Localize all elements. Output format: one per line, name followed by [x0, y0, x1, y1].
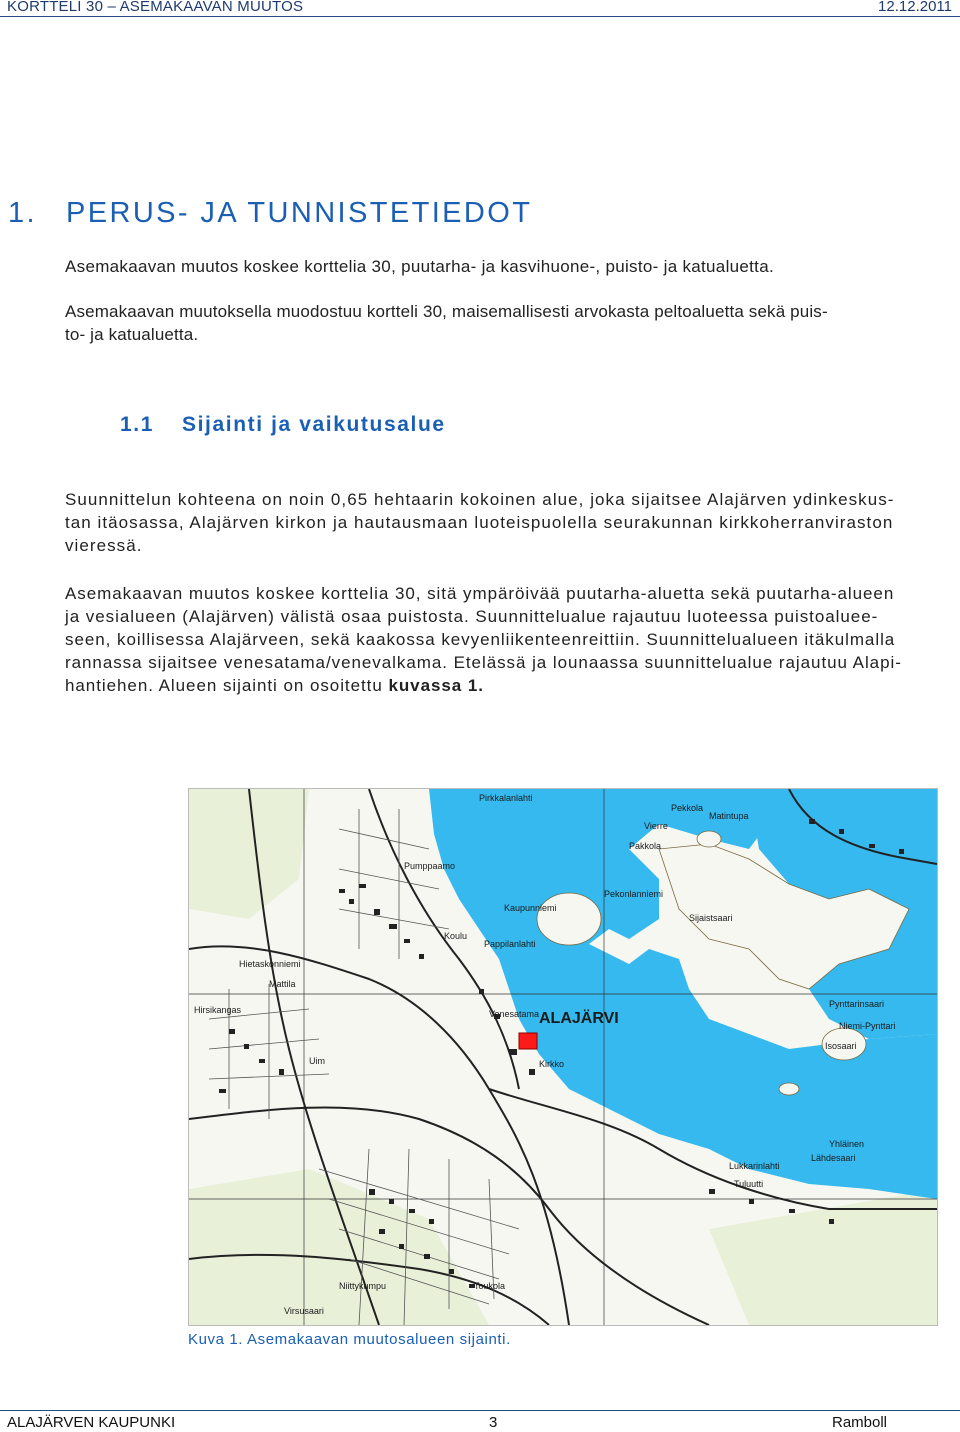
footer-organization: ALAJÄRVEN KAUPUNKI [7, 1414, 176, 1431]
map-label: Pekkola [671, 803, 704, 813]
map-island [779, 1083, 799, 1095]
footer-rule [0, 1410, 960, 1411]
map-canvas [189, 789, 937, 1325]
page-header [0, 0, 960, 16]
map-label: Pekonlanniemi [604, 889, 664, 899]
map-label: Tuluutti [734, 1179, 764, 1189]
text-line: Suunnittelun kohteena on noin 0,65 hehtaarin kokoinen alue, joka sijaitsee Alajärven ydinkeskus- [65, 490, 895, 509]
map-label: Pappilanlahti [484, 939, 536, 949]
text-line: ja vesialueen (Alajärven) välistä osaa puistosta. Suunnittelualue rajautuu luoteessa puistoaluee- [65, 607, 879, 626]
map-label: Niemi-Pynttari [839, 1021, 896, 1031]
map-label: Virsusaari [284, 1306, 324, 1316]
map-label: Yhläinen [829, 1139, 865, 1149]
map-label: Pynttarinsaari [829, 999, 885, 1009]
map-label: Pirkkalanlahti [479, 793, 533, 803]
map-label: Niittykumpu [339, 1281, 387, 1291]
body-paragraph-1 [65, 488, 945, 557]
map-label: Kaupunniemi [504, 903, 557, 913]
location-map [188, 788, 938, 1326]
figure-reference: kuvassa 1. [388, 676, 484, 695]
text-line: tan itäosassa, Alajärven kirkon ja hautausmaan luoteispuolella seurakunnan kirkkoherranviraston [65, 513, 894, 532]
section-heading-1 [8, 197, 532, 230]
header-title: KORTTELI 30 – ASEMAKAAVAN MUUTOS [7, 0, 304, 15]
map-label: Lähdesaari [811, 1153, 856, 1163]
footer-company: Ramboll [832, 1414, 888, 1431]
text-line: seen, koillisessa Alajärveen, sekä kaakossa kevyenliikenteenreittiin. Suunnittelualueen itäkulmalla [65, 630, 896, 649]
text-line [65, 674, 945, 697]
intro-paragraph-1 [65, 255, 945, 278]
intro-paragraph-2 [65, 300, 945, 346]
map-label: Venesatama [489, 1009, 540, 1019]
header-rule [0, 16, 960, 17]
page-number: 3 [489, 1414, 498, 1431]
map-label: Sijaistsaari [689, 913, 733, 923]
plan-area-marker [519, 1033, 537, 1049]
map-label: Koulu [444, 931, 468, 941]
map-label: Pumppaamo [404, 861, 456, 871]
body-paragraph-2 [65, 582, 945, 697]
section-heading-1-1 [120, 413, 446, 437]
page-footer [0, 1410, 960, 1432]
text-line: to- ja katualuetta. [65, 325, 199, 344]
map-island [537, 893, 601, 945]
text-line: rannassa sijaitsee venesatama/venevalkama. Etelässä ja lounaassa suunnittelualue rajautuu Alapi- [65, 653, 902, 672]
map-label: Vierre [644, 821, 668, 831]
map-label: Uim [309, 1056, 325, 1066]
section-title: PERUS- JA TUNNISTETIEDOT [66, 197, 533, 229]
text-line: vieressä. [65, 536, 143, 555]
subsection-title: Sijainti ja vaikutusalue [182, 413, 446, 436]
text-line: Asemakaavan muutoksella muodostuu kortteli 30, maisemallisesti arvokasta peltoaluetta sekä puis- [65, 302, 828, 321]
header-date: 12.12.2011 [878, 0, 952, 15]
map-label-town: ALAJÄRVI [539, 1010, 619, 1027]
map-label: Lukkarinlahti [729, 1161, 780, 1171]
figure-caption: Kuva 1. Asemakaavan muutosalueen sijainti. [188, 1331, 511, 1348]
subsection-number: 1.1 [120, 413, 154, 436]
map-label: Kirkko [539, 1059, 565, 1069]
map-label: Matintupa [709, 811, 749, 821]
text-line: Asemakaavan muutos koskee korttelia 30, puutarha- ja kasvihuone-, puisto- ja katualuetta. [65, 257, 774, 276]
map-label: Toukola [474, 1281, 506, 1291]
section-number: 1. [8, 197, 37, 229]
map-label: Hirsikangas [194, 1005, 242, 1015]
map-island [697, 831, 721, 847]
text-line: Asemakaavan muutos koskee korttelia 30, sitä ympäröivää puutarha-aluetta sekä puutarha-alueen [65, 584, 895, 603]
map-label: Pakkola [629, 841, 662, 851]
map-label: Isosaari [825, 1041, 857, 1051]
text-fragment: hantiehen. Alueen sijainti on osoitettu [65, 676, 389, 695]
map-label: Mattila [269, 979, 296, 989]
map-label: Hietaskonniemi [239, 959, 301, 969]
